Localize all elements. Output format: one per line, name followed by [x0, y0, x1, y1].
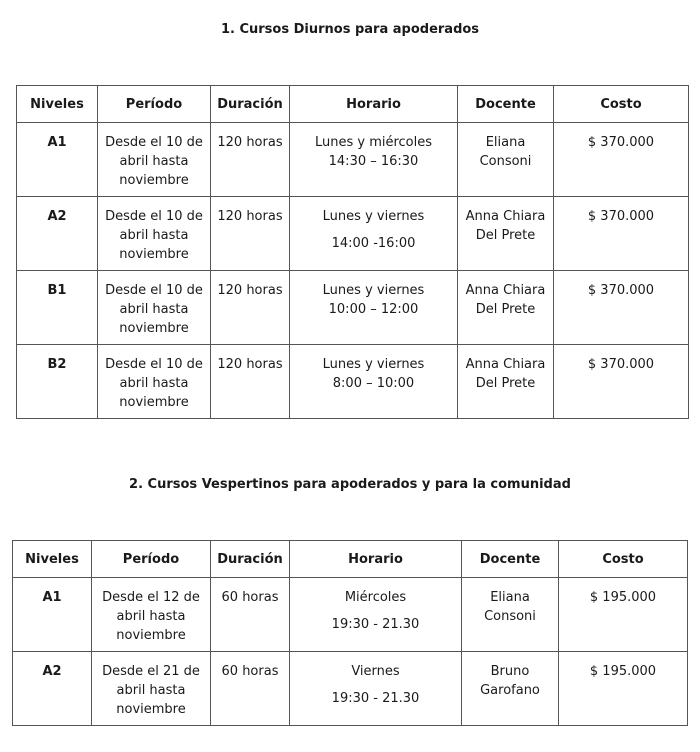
period-line: abril hasta [119, 302, 189, 317]
header-costo: Costo [554, 86, 689, 123]
cell-period [98, 197, 211, 271]
cell-duration: 120 horas [211, 197, 290, 271]
cell-duration: 60 horas [211, 652, 290, 726]
table-row [13, 652, 688, 726]
cell-schedule [290, 652, 462, 726]
schedule-days: Miércoles [344, 590, 407, 605]
cell-duration: 60 horas [211, 578, 290, 652]
teacher-line: Eliana [490, 590, 530, 605]
teacher-line: Del Prete [475, 302, 536, 317]
period-line: abril hasta [116, 683, 186, 698]
teacher-line: Anna Chiara [465, 209, 546, 224]
table-row [17, 123, 689, 197]
header-costo: Costo [559, 541, 688, 578]
section-title-diurnos: 1. Cursos Diurnos para apoderados [220, 22, 480, 37]
teacher-line: Eliana [485, 135, 526, 150]
schedule-days: Lunes y viernes [322, 357, 425, 372]
header-horario: Horario [290, 86, 458, 123]
schedule-time: 10:00 – 12:00 [328, 302, 419, 317]
schedule-time: 14:00 -16:00 [331, 236, 416, 251]
period-line: noviembre [119, 173, 189, 188]
table-row [13, 578, 688, 652]
schedule-time: 8:00 – 10:00 [332, 376, 415, 391]
header-periodo: Período [92, 541, 211, 578]
header-horario: Horario [290, 541, 462, 578]
teacher-line: Anna Chiara [465, 283, 546, 298]
header-docente: Docente [462, 541, 559, 578]
cell-teacher [462, 578, 559, 652]
period-line: noviembre [119, 247, 189, 262]
header-niveles: Niveles [13, 541, 92, 578]
table-header-row [13, 541, 688, 578]
cell-schedule [290, 271, 458, 345]
table-header-row [17, 86, 689, 123]
cell-level: B1 [17, 271, 98, 345]
cell-level: B2 [17, 345, 98, 419]
cell-teacher [458, 123, 554, 197]
period-line: noviembre [119, 321, 189, 336]
cell-duration: 120 horas [211, 123, 290, 197]
cell-schedule [290, 345, 458, 419]
cell-cost: $ 370.000 [554, 345, 689, 419]
teacher-line: Anna Chiara [465, 357, 546, 372]
cell-cost: $ 370.000 [554, 197, 689, 271]
schedule-days: Lunes y miércoles [314, 135, 433, 150]
header-duracion: Duración [211, 541, 290, 578]
schedule-time: 19:30 - 21.30 [331, 691, 420, 706]
period-line: abril hasta [119, 154, 189, 169]
cell-teacher [458, 345, 554, 419]
header-niveles: Niveles [17, 86, 98, 123]
cell-level: A1 [13, 578, 92, 652]
table-cursos-diurnos [16, 85, 689, 419]
cell-duration: 120 horas [211, 271, 290, 345]
cell-level: A2 [13, 652, 92, 726]
period-line: noviembre [116, 702, 186, 717]
cell-period [98, 345, 211, 419]
table-cursos-vespertinos [12, 540, 688, 726]
teacher-line: Garofano [480, 683, 540, 698]
cell-schedule [290, 578, 462, 652]
cell-level: A2 [17, 197, 98, 271]
period-line: abril hasta [119, 376, 189, 391]
teacher-line: Consoni [484, 609, 536, 624]
cell-schedule [290, 123, 458, 197]
teacher-line: Consoni [479, 154, 532, 169]
cell-period [98, 271, 211, 345]
table-row [17, 345, 689, 419]
section-title-vespertinos: 2. Cursos Vespertinos para apoderados y para la comunidad [129, 477, 571, 492]
teacher-line: Del Prete [475, 376, 536, 391]
cell-teacher [458, 197, 554, 271]
table-row [17, 271, 689, 345]
cell-schedule [290, 197, 458, 271]
cell-teacher [462, 652, 559, 726]
cell-period [92, 652, 211, 726]
teacher-line: Bruno [490, 664, 530, 679]
period-line: Desde el 10 de [105, 209, 203, 224]
schedule-time: 19:30 - 21.30 [331, 617, 420, 632]
period-line: Desde el 10 de [105, 283, 203, 298]
cell-cost: $ 195.000 [559, 652, 688, 726]
period-line: Desde el 10 de [105, 135, 203, 150]
period-line: Desde el 21 de [102, 664, 200, 679]
period-line: Desde el 12 de [102, 590, 200, 605]
schedule-days: Viernes [351, 664, 400, 679]
cell-duration: 120 horas [211, 345, 290, 419]
period-line: noviembre [119, 395, 189, 410]
schedule-time: 14:30 – 16:30 [328, 154, 419, 169]
table-row [17, 197, 689, 271]
cell-cost: $ 195.000 [559, 578, 688, 652]
header-docente: Docente [458, 86, 554, 123]
period-line: noviembre [116, 628, 186, 643]
cell-teacher [458, 271, 554, 345]
period-line: abril hasta [116, 609, 186, 624]
header-periodo: Período [98, 86, 211, 123]
cell-cost: $ 370.000 [554, 123, 689, 197]
header-duracion: Duración [211, 86, 290, 123]
period-line: Desde el 10 de [105, 357, 203, 372]
schedule-days: Lunes y viernes [322, 283, 425, 298]
cell-cost: $ 370.000 [554, 271, 689, 345]
cell-period [92, 578, 211, 652]
cell-level: A1 [17, 123, 98, 197]
cell-period [98, 123, 211, 197]
schedule-days: Lunes y viernes [322, 209, 425, 224]
teacher-line: Del Prete [475, 228, 536, 243]
period-line: abril hasta [119, 228, 189, 243]
